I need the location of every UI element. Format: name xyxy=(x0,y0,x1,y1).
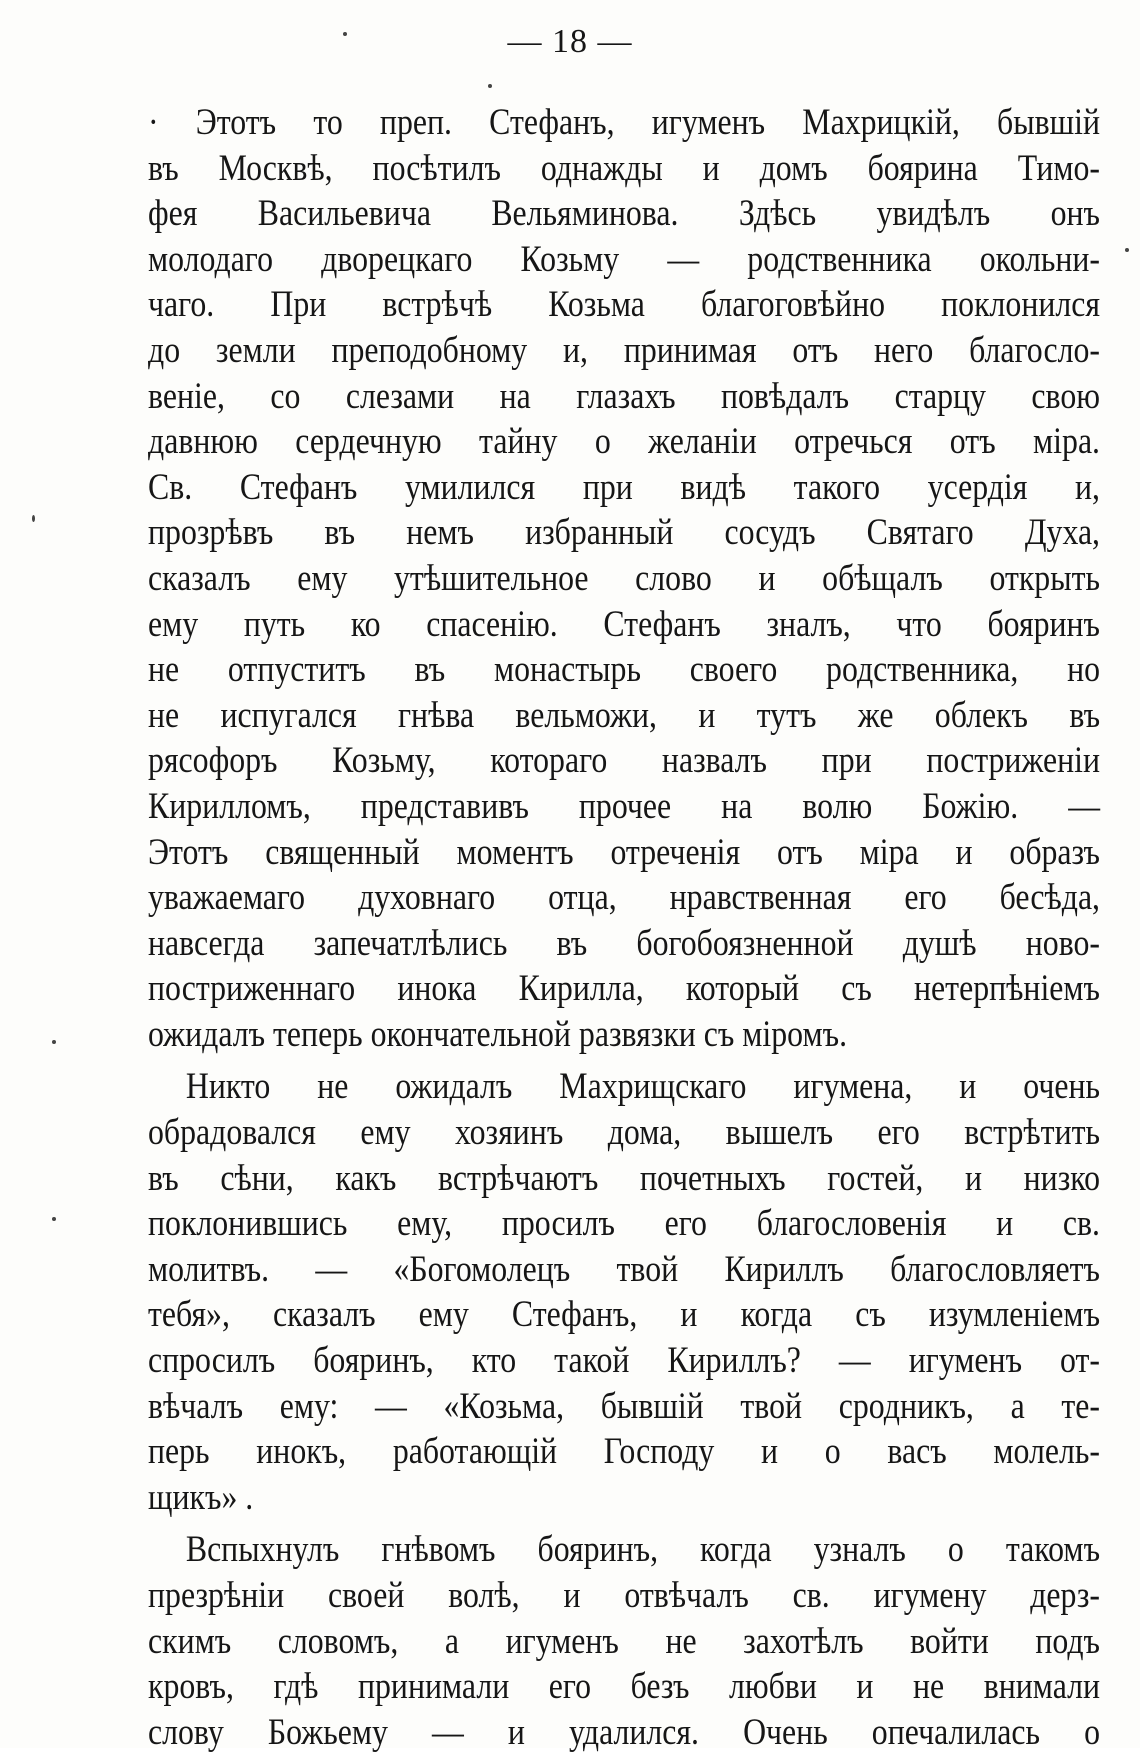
text-line: ожидалъ теперь окончательной развязки съ міромъ. xyxy=(148,1013,848,1055)
text-line: давнюю сердечную тайну о желаніи отречься отъ міра. xyxy=(148,421,1101,463)
text-line: прозрѣвъ въ немъ избранный сосудъ Святаго Духа, xyxy=(148,512,1101,554)
text-line: веніе, со слезами на глазахъ повѣдалъ старцу свою xyxy=(148,375,1101,417)
paragraph xyxy=(148,100,1100,1057)
text-line: фея Васильевича Вельяминова. Здѣсь увидѣлъ онъ xyxy=(148,193,1101,235)
text-line: Кирилломъ, представивъ прочее на волю Божію. — xyxy=(148,785,1101,827)
text-line: Этотъ священный моментъ отреченія отъ міра и образъ xyxy=(148,831,1101,873)
text-line: презрѣніи своей волѣ, и отвѣчалъ св. игумену дерз- xyxy=(148,1575,1101,1616)
paragraph xyxy=(148,1064,1100,1520)
text-line: уважаемаго духовнаго отца, нравственная его бесѣда, xyxy=(148,877,1101,919)
text-line: вѣчалъ ему: — «Козьма, бывшій твой сродникъ, а те- xyxy=(148,1385,1101,1427)
print-speck xyxy=(52,1217,56,1221)
text-line: тебя», сказалъ ему Стефанъ, и когда съ изумленіемъ xyxy=(148,1294,1101,1336)
text-line: навсегда запечатлѣлись въ богобоязненной душѣ ново- xyxy=(148,922,1101,964)
text-line: обрадовался ему хозяинъ дома, вышелъ его встрѣтить xyxy=(148,1112,1101,1154)
text-line: Вспыхнулъ гнѣвомъ бояринъ, когда узналъ о такомъ xyxy=(185,1529,1101,1571)
text-line: слову Божьему — и удалился. Очень опечалилась о xyxy=(148,1711,1101,1753)
text-line: спросилъ бояринъ, кто такой Кириллъ? — игуменъ от- xyxy=(148,1340,1101,1382)
text-line: постриженнаго инока Кирилла, который съ нетерпѣніемъ xyxy=(148,968,1101,1010)
text-line: въ Москвѣ, посѣтилъ однажды и домъ боярина Тимо- xyxy=(148,147,1101,189)
text-line: скимъ словомъ, а игуменъ не захотѣлъ войти подъ xyxy=(148,1620,1101,1662)
print-speck xyxy=(488,84,492,88)
text-line: Никто не ожидалъ Махрищскаго игумена, и очень xyxy=(185,1066,1101,1108)
text-line: молодаго дворецкаго Козьму — родственника окольни- xyxy=(148,238,1101,280)
text-line: до земли преподобному и, принимая отъ него благосло- xyxy=(148,329,1101,371)
print-speck xyxy=(1125,248,1129,252)
text-line: щикъ» . xyxy=(148,1476,254,1518)
page-number: — 18 — xyxy=(507,23,633,60)
text-line: въ сѣни, какъ встрѣчаютъ почетныхъ гостей, и низко xyxy=(148,1157,1101,1199)
print-speck xyxy=(32,515,35,522)
print-speck xyxy=(343,32,347,36)
paragraph xyxy=(148,1527,1100,1755)
text-line: не испугался гнѣва вельможи, и тутъ же облекъ въ xyxy=(148,694,1101,736)
text-line: поклонившись ему, просилъ его благословенія и св. xyxy=(148,1203,1101,1245)
text-line: чаго. При встрѣчѣ Козьма благоговѣйно поклонился xyxy=(148,284,1101,326)
print-speck xyxy=(52,1040,56,1044)
text-line: сказалъ ему утѣшительное слово и обѣщалъ открыть xyxy=(148,557,1101,599)
text-line: кровъ, гдѣ принимали его безъ любви и не внимали xyxy=(148,1666,1101,1708)
text-line: Св. Стефанъ умилился при видѣ такого усердія и, xyxy=(148,466,1101,508)
text-line: не отпуститъ въ монастырь своего родственника, но xyxy=(148,649,1101,691)
text-line: рясофоръ Козьму, котораго назвалъ при постриженіи xyxy=(148,740,1101,782)
text-line: ему путь ко спасенію. Стефанъ зналъ, что бояринъ xyxy=(148,603,1101,645)
text-line: перь инокъ, работающій Господу и о васъ молель- xyxy=(148,1431,1101,1473)
body-text xyxy=(148,100,1100,1755)
text-line: молитвъ. — «Богомолецъ твой Кириллъ благословляетъ xyxy=(148,1248,1101,1290)
text-line: · Этотъ то преп. Стефанъ, игуменъ Махрицкій, бывшій xyxy=(148,102,1101,143)
